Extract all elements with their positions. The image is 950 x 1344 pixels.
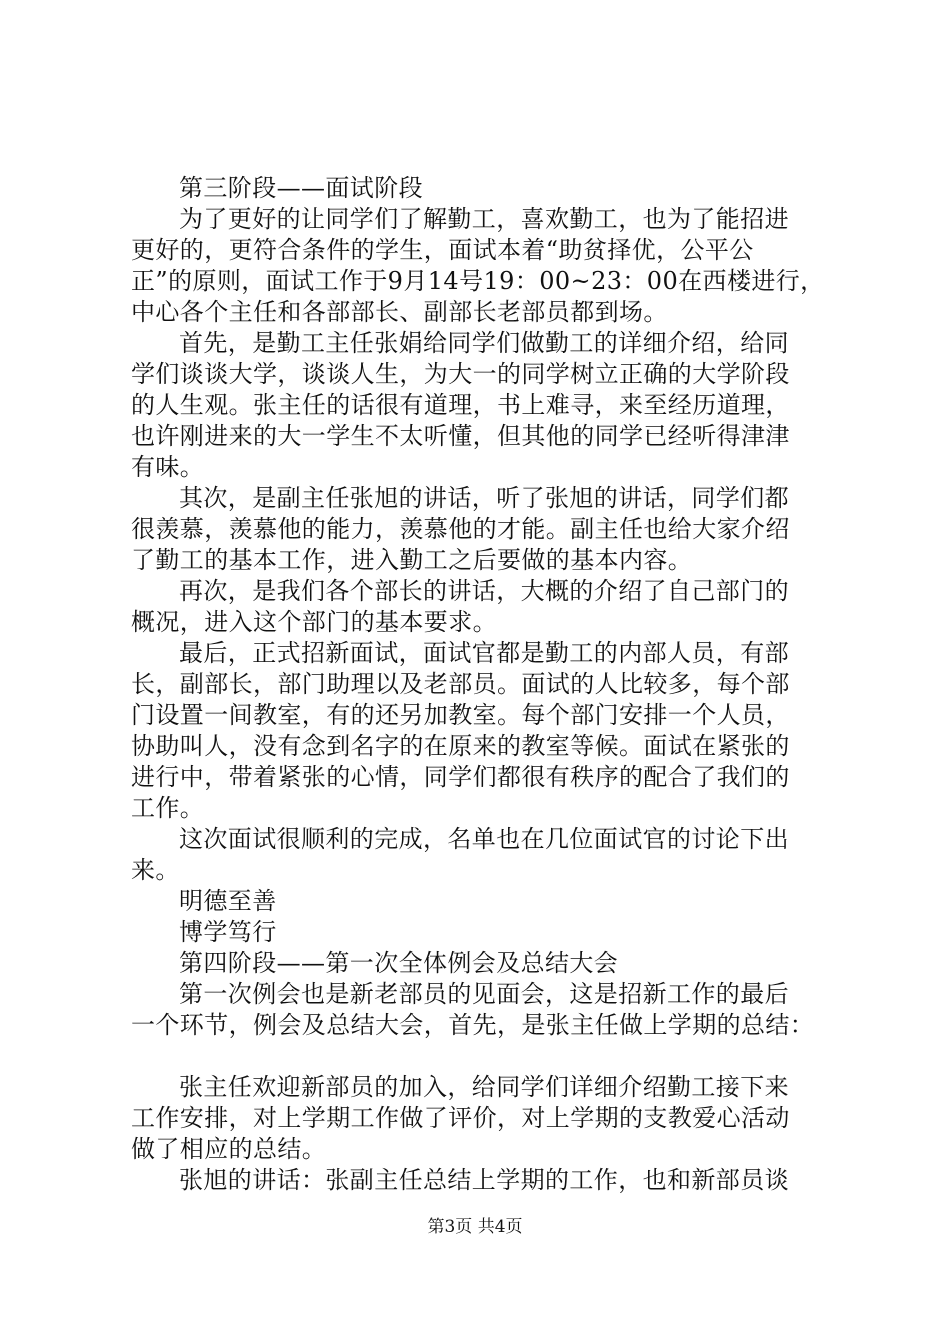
paragraph-line: 门设置一间教室，有的还另加教室。每个部门安排一个人员， (131, 701, 790, 729)
paragraph-line: 也许刚进来的大一学生不太听懂，但其他的同学已经听得津津 (131, 422, 790, 450)
paragraph-line: 中心各个主任和各部部长、副部长老部员都到场。 (131, 298, 668, 326)
paragraph-line: 概况，进入这个部门的基本要求。 (131, 608, 497, 636)
paragraph-line: 张旭的讲话：张副主任总结上学期的工作，也和新部员谈 (179, 1166, 789, 1194)
paragraph-line: 第一次例会也是新老部员的见面会，这是招新工作的最后 (179, 980, 789, 1008)
paragraph-line: 最后，正式招新面试，面试官都是勤工的内部人员，有部 (179, 639, 789, 667)
paragraph-line: 长，副部长，部门助理以及老部员。面试的人比较多，每个部 (131, 670, 790, 698)
motto-line: 博学笃行 (179, 918, 277, 946)
motto-line: 明德至善 (179, 887, 277, 915)
paragraph-line: 学们谈谈大学，谈谈人生，为大一的同学树立正确的大学阶段 (131, 360, 790, 388)
section-heading-stage-4: 第四阶段——第一次全体例会及总结大会 (179, 949, 619, 977)
paragraph-line: 做了相应的总结。 (131, 1135, 327, 1163)
section-heading-stage-3: 第三阶段——面试阶段 (179, 174, 423, 202)
paragraph-line: 的人生观。张主任的话很有道理，书上难寻，来至经历道理， (131, 391, 790, 419)
paragraph-line: 很羡慕，羡慕他的能力，羡慕他的才能。副主任也给大家介绍 (131, 515, 790, 543)
document-body (131, 173, 836, 1196)
paragraph-line: 了勤工的基本工作，进入勤工之后要做的基本内容。 (131, 546, 693, 574)
paragraph-line: 进行中，带着紧张的心情，同学们都很有秩序的配合了我们的 (131, 763, 790, 791)
paragraph-line: 为了更好的让同学们了解勤工，喜欢勤工，也为了能招进 (179, 205, 789, 233)
paragraph-line: 协助叫人，没有念到名字的在原来的教室等候。面试在紧张的 (131, 732, 790, 760)
blank-line (131, 1041, 836, 1072)
paragraph-line: 张主任欢迎新部员的加入，给同学们详细介绍勤工接下来 (179, 1073, 789, 1101)
paragraph-line: 有味。 (131, 453, 205, 481)
paragraph-line: 再次，是我们各个部长的讲话，大概的介绍了自己部门的 (179, 577, 789, 605)
paragraph-line: 首先，是勤工主任张娟给同学们做勤工的详细介绍，给同 (179, 329, 789, 357)
paragraph-line: 这次面试很顺利的完成，名单也在几位面试官的讨论下出 (179, 825, 789, 853)
paragraph-line: 来。 (131, 856, 180, 884)
paragraph-line: 其次，是副主任张旭的讲话，听了张旭的讲话，同学们都 (179, 484, 789, 512)
paragraph-line: 工作安排，对上学期工作做了评价，对上学期的支教爱心活动 (131, 1104, 790, 1132)
paragraph-line: 正”的原则，面试工作于9月14号19：00~23：00在西楼进行， (131, 267, 825, 295)
paragraph-line: 一个环节，例会及总结大会，首先，是张主任做上学期的总结： (131, 1011, 815, 1039)
page-number-footer: 第3页 共4页 (427, 1217, 523, 1237)
paragraph-line: 工作。 (131, 794, 205, 822)
paragraph-line: 更好的，更符合条件的学生，面试本着“助贫择优，公平公 (131, 236, 754, 264)
